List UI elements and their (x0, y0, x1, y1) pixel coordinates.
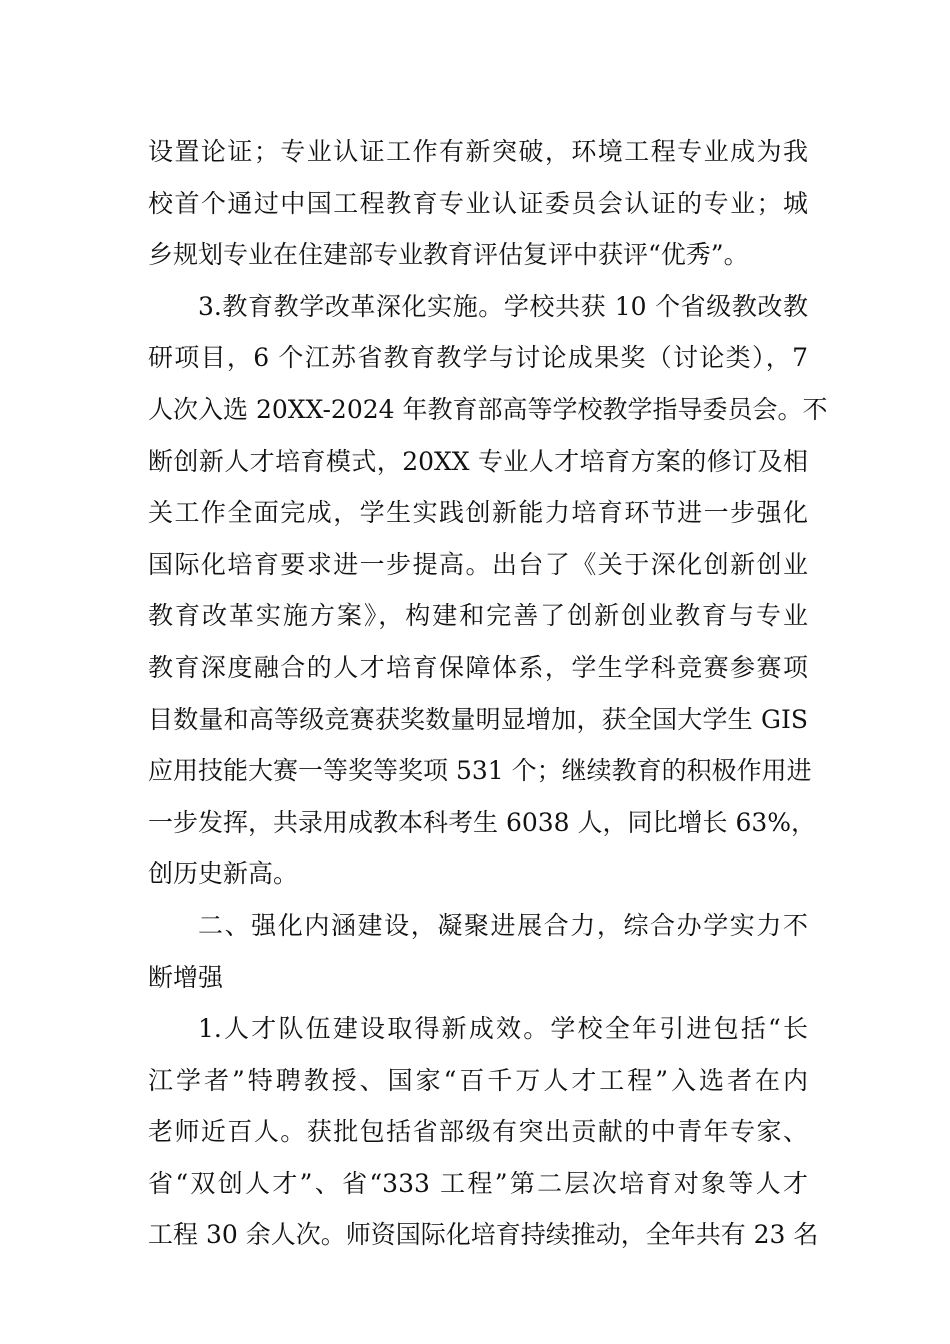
text-line: 设置论证；专业认证工作有新突破，环境工程专业成为我 (148, 137, 808, 166)
text-line: 教育深度融合的人才培育保障体系，学生学科竞赛参赛项 (148, 652, 808, 682)
text-line: 校首个通过中国工程教育专业认证委员会认证的专业；城 (148, 188, 808, 218)
text-line: 创历史新高。 (148, 859, 299, 889)
text-line: 江学者”特聘教授、国家“百千万人才工程”入选者在内 (148, 1065, 808, 1095)
text-line: 乡规划专业在住建部专业教育评估复评中获评“优秀”。 (148, 240, 749, 270)
body-text (148, 126, 828, 1261)
text-line: 断创新人才培育模式，20XX 专业人才培育方案的修订及相 (148, 446, 808, 476)
text-line: 人次入选 20XX-2024 年教育部高等学校教学指导委员会。不 (148, 394, 828, 424)
text-line: 关工作全面完成，学生实践创新能力培育环节进一步强化 (148, 498, 808, 528)
section-item-heading-line: 1.人才队伍建设取得新成效。学校全年引进包括“长 (198, 1014, 808, 1044)
text-line: 国际化培育要求进一步提高。出台了《关于深化创新创业 (148, 549, 808, 579)
text-line: 工程 30 余人次。师资国际化培育持续推动，全年共有 23 名 (148, 1220, 819, 1250)
text-line: 研项目，6 个江苏省教育教学与讨论成果奖（讨论类），7 (148, 343, 808, 373)
text-line: 老师近百人。获批包括省部级有突出贡献的中青年专家、 (148, 1117, 808, 1147)
text-line: 一步发挥，共录用成教本科考生 6038 人，同比增长 63%， (148, 807, 817, 837)
section-heading-line: 二、强化内涵建设，凝聚进展合力，综合办学实力不 (198, 910, 808, 940)
text-line: 省“双创人才”、省“333 工程”第二层次培育对象等人才 (148, 1168, 808, 1198)
section-heading-line: 断增强 (148, 962, 224, 992)
section-item-heading-line: 3.教育教学改革深化实施。学校共获 10 个省级教改教 (198, 291, 808, 321)
text-line: 目数量和高等级竞赛获奖数量明显增加，获全国大学生 GIS (148, 704, 808, 734)
text-line: 教育改革实施方案》，构建和完善了创新创业教育与专业 (148, 601, 808, 631)
text-line: 应用技能大赛一等奖等奖项 531 个；继续教育的积极作用进 (148, 756, 812, 786)
